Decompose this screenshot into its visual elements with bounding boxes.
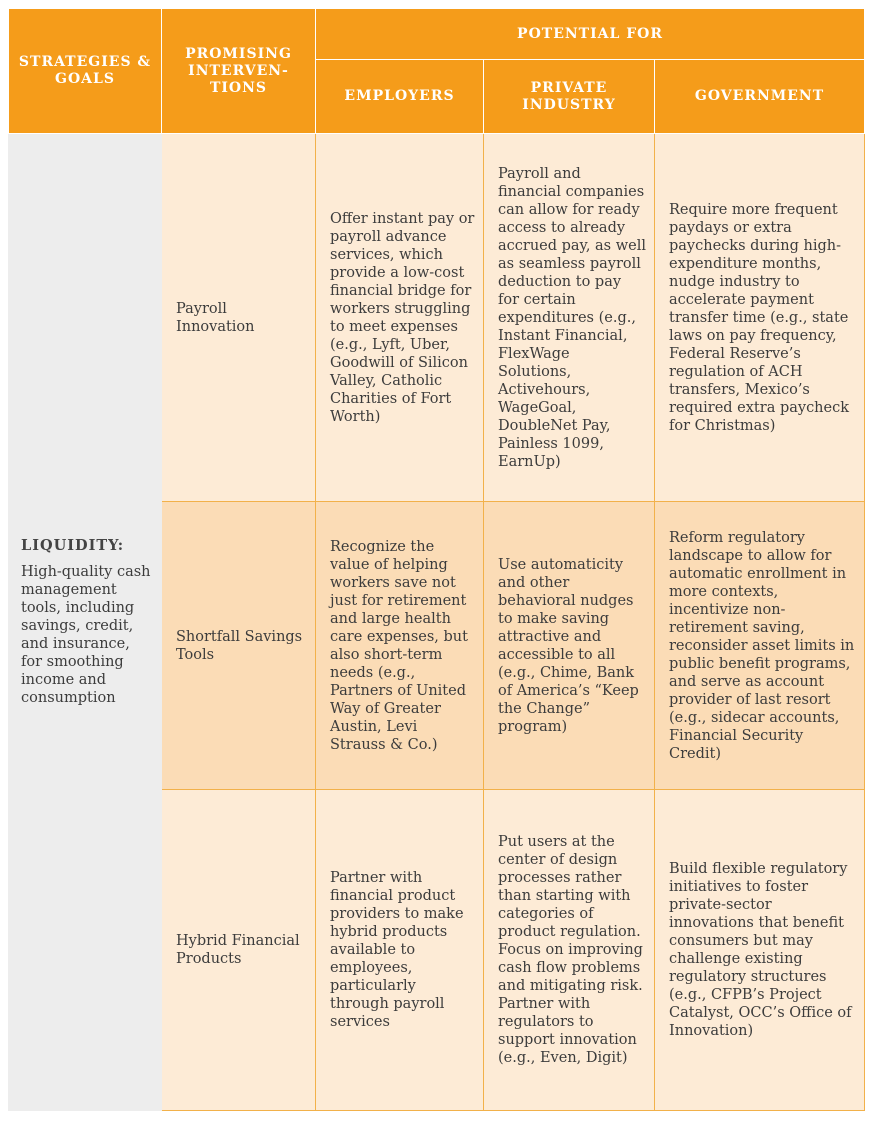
employers-cell: Partner with financial product providers to make hybrid products available to employees, particularly through payroll services (316, 790, 484, 1111)
employers-cell: Offer instant pay or payroll advance services, which provide a low-cost financial bridge for workers struggling to meet expenses (e.g., Lyft, Uber, Goodwill of Silicon Valley, Catholic Charities of Fort Worth) (316, 134, 484, 502)
header-promising-interventions: PROMISING INTERVEN-TIONS (162, 9, 316, 134)
goal-description: High-quality cash management tools, including savings, credit, and insurance, for smoothing income and consumption (21, 564, 151, 706)
goal-cell (9, 134, 162, 1111)
government-cell: Require more frequent paydays or extra paychecks during high-expenditure months, nudge industry to accelerate payment transfer time (e.g., state laws on pay frequency, Federal Reserve’s regulation of ACH transfers, Mexico’s required extra paycheck for Christmas) (655, 134, 865, 502)
employers-cell: Recognize the value of helping workers save not just for retirement and large health care expenses, but also short-term needs (e.g., Partners of United Way of Greater Austin, Levi Strauss & Co.) (316, 502, 484, 790)
intervention-cell: Shortfall Savings Tools (162, 502, 316, 790)
header-private-industry: PRIVATE INDUSTRY (484, 60, 655, 134)
header-government: GOVERNMENT (655, 60, 865, 134)
strategy-table (8, 8, 865, 1111)
table-row (9, 134, 865, 502)
header-potential-for: POTENTIAL FOR (316, 9, 865, 60)
intervention-cell: Payroll Innovation (162, 134, 316, 502)
intervention-cell: Hybrid Financial Products (162, 790, 316, 1111)
strategy-table-container (8, 8, 864, 1111)
private-industry-cell: Payroll and financial companies can allow for ready access to already accrued pay, as well as seamless payroll deduction to pay for certain expenditures (e.g., Instant Financial, FlexWage Solutions, Activehours, WageGoal, DoubleNet Pay, Painless 1099, EarnUp) (484, 134, 655, 502)
header-strategies-goals: STRATEGIES & GOALS (9, 9, 162, 134)
private-industry-cell: Put users at the center of design processes rather than starting with categories of product regulation. Focus on improving cash flow problems and mitigating risk. Partner with regulators to support innovation (e.g., Even, Digit) (484, 790, 655, 1111)
government-cell: Build flexible regulatory initiatives to foster private-sector innovations that benefit consumers but may challenge existing regulatory structures (e.g., CFPB’s Project Catalyst, OCC’s Office of Innovation) (655, 790, 865, 1111)
government-cell: Reform regulatory landscape to allow for automatic enrollment in more contexts, incentivize non-retirement saving, reconsider asset limits in public benefit programs, and serve as account provider of last resort (e.g., sidecar accounts, Financial Security Credit) (655, 502, 865, 790)
private-industry-cell: Use automaticity and other behavioral nudges to make saving attractive and accessible to all (e.g., Chime, Bank of America’s “Keep the Change” program) (484, 502, 655, 790)
header-employers: EMPLOYERS (316, 60, 484, 134)
goal-title: LIQUIDITY: (21, 537, 125, 554)
